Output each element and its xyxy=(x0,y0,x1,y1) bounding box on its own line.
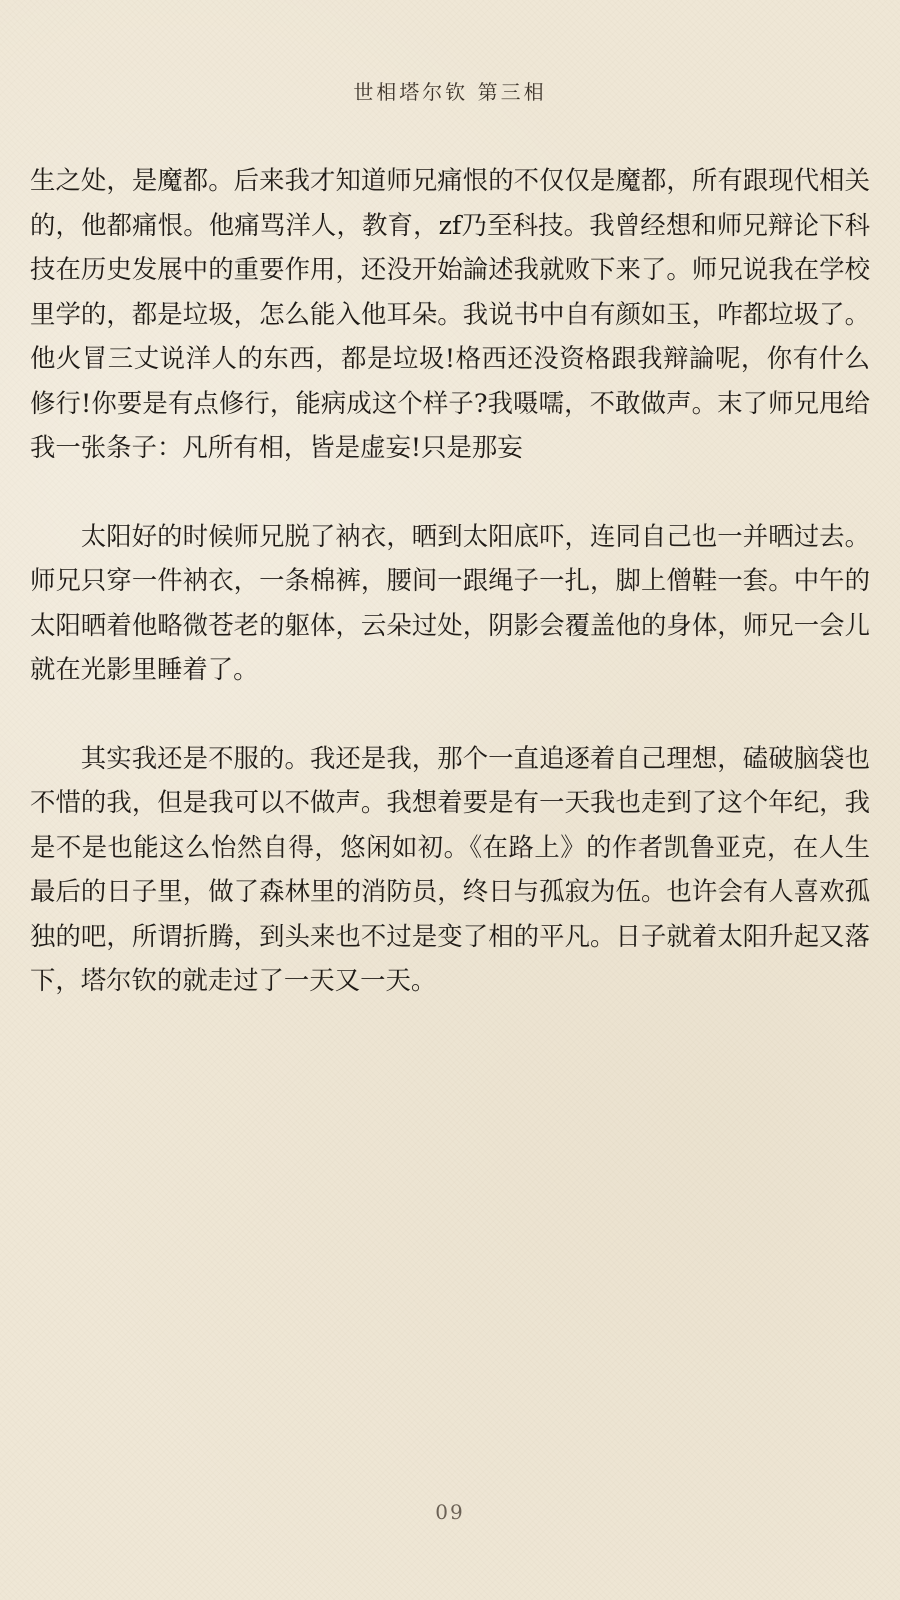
paragraph-continuation: 生之处，是魔都。后来我才知道师兄痛恨的不仅仅是魔都，所有跟现代相关的，他都痛恨。他痛骂洋人，教育，zf乃至科技。我曾经想和师兄辩论下科技在历史发展中的重要作用，还没开始論述我就败下来了。师兄说我在学校里学的，都是垃圾，怎么能入他耳朵。我说书中自有颜如玉，咋都垃圾了。他火冒三丈说洋人的东西，都是垃圾!格西还没资格跟我辩論呢，你有什么修行!你要是有点修行，能病成这个样子?我嗫嚅，不敢做声。末了师兄甩给我一张条子：凡所有相，皆是虚妄!只是那妄 xyxy=(30,165,870,462)
chapter-header: 世相塔尔钦 第三相 xyxy=(353,80,547,104)
paragraph-sunbath: 太阳好的时候师兄脱了衲衣，晒到太阳底吓，连同自己也一并晒过去。师兄只穿一件衲衣，一条棉裤，腰间一跟绳子一扎，脚上僧鞋一套。中午的太阳晒着他略微苍老的躯体，云朵过处，阴影会覆盖他的身体，师兄一会儿就在光影里睡着了。 xyxy=(30,520,870,684)
paragraph-gap xyxy=(30,470,870,514)
paragraph-reflection: 其实我还是不服的。我还是我，那个一直追逐着自己理想，磕破脑袋也不惜的我，但是我可以不做声。我想着要是有一天我也走到了这个年纪，我是不是也能这么怡然自得，悠闲如初。《在路上》的作者凯鲁亚克，在人生最后的日子里，做了森林里的消防员，终日与孤寂为伍。也许会有人喜欢孤独的吧，所谓折腾，到头来也不过是变了相的平凡。日子就着太阳升起又落下，塔尔钦的就走过了一天又一天。 xyxy=(30,742,870,995)
paragraph-gap xyxy=(30,692,870,736)
body-text xyxy=(30,158,870,1003)
page-number: 09 xyxy=(435,1500,465,1524)
